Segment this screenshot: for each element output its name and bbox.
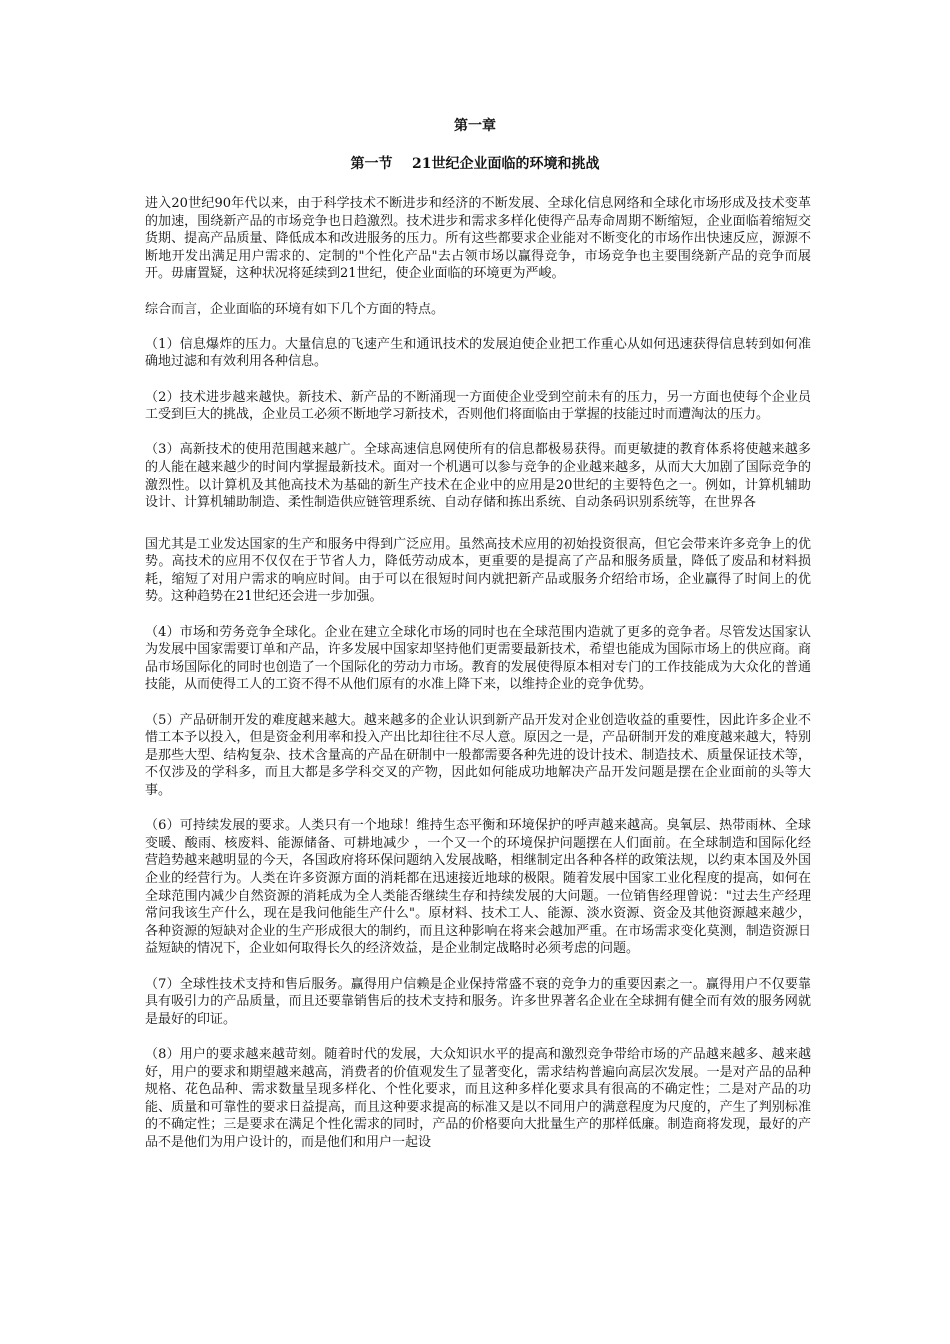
point-6-paragraph: （6）可持续发展的要求。人类只有一个地球！维持生态平衡和环境保护的呼声越来越高。臭氧层、热带雨林、全球变暖、酸雨、核废料、能源储备、可耕地减少 ，一个又一个的环境保护问题摆在人们面前。在全球制造和国际化经营趋势越来越明显的今天，各国政府将环保问题纳入发展战略，相继制定出各种各样的政策法规，以约束本国及外国企业的经营行为。人类在许多资源方面的消耗都在迅速接近地球的极限。随着发展中国家工业化程度的提高，如何在全球范围内减少自然资源的消耗成为全人类能否继续生存和持续发展的大问题。一位销售经理曾说："过去生产经理常问我该生产什么，现在是我问他能生产什么"。原材料、技术工人、能源、淡水资源、资金及其他资源越来越少，各种资源的短缺对企业的生产形成很大的制约，而且这种影响在将来会越加严重。在市场需求变化莫测，制造资源日益短缺的情况下，企业如何取得长久的经济效益，是企业制定战略时必须考虑的问题。 — [145, 818, 811, 957]
point-2-paragraph: （2）技术进步越来越快。新技术、新产品的不断涌现一方面使企业受到空前未有的压力，另一方面也使每个企业员工受到巨大的挑战，企业员工必须不断地学习新技术，否则他们将面临由于掌握的技能过时而遭淘汰的压力。 — [145, 389, 811, 423]
intro-paragraph: 进入20世纪90年代以来，由于科学技术不断进步和经济的不断发展、全球化信息网络和全球化市场形成及技术变革的加速，围绕新产品的市场竞争也日趋激烈。技术进步和需求多样化使得产品寿命周期不断缩短，企业面临着缩短交货期、提高产品质量、降低成本和改进服务的压力。所有这些都要求企业能对不断变化的市场作出快速反应，源源不断地开发出满足用户需求的、定制的"个性化产品"去占领市场以赢得竞争，市场竞争也主要围绕新产品的竞争而展开。毋庸置疑，这种状况将延续到21世纪，使企业面临的环境更为严峻。 — [145, 196, 811, 282]
section-title: 第一节 21世纪企业面临的环境和挑战 — [350, 156, 600, 172]
point-3-paragraph: （3）高新技术的使用范围越来越广。全球高速信息网使所有的信息都极易获得。而更敏捷的教育体系将使越来越多的人能在越来越少的时间内掌握最新技术。面对一个机遇可以参与竞争的企业越来越多，从而大大加剧了国际竞争的激烈性。以计算机及其他高技术为基础的新生产技术在企业中的应用是20世纪的主要特色之一。例如，计算机辅助设计、计算机辅助制造、柔性制造供应链管理系统、自动存储和拣出系统、自动条码识别系统等，在世界各 — [145, 442, 811, 511]
point-1-paragraph: （1）信息爆炸的压力。大量信息的飞速产生和通讯技术的发展迫使企业把工作重心从如何迅速获得信息转到如何准确地过滤和有效利用各种信息。 — [145, 336, 811, 370]
point-4-paragraph: （4）市场和劳务竞争全球化。企业在建立全球化市场的同时也在全球范围内造就了更多的竞争者。尽管发达国家认为发展中国家需要订单和产品，许多发展中国家却坚持他们更需要最新技术，希望也能成为国际市场上的供应商。商品市场国际化的同时也创造了一个国际化的劳动力市场。教育的发展使得原本相对专门的工作技能成为大众化的普通技能，从而使得工人的工资不得不从他们原有的水准上降下来，以维持企业的竞争优势。 — [145, 624, 811, 693]
document-body — [145, 195, 811, 1169]
point-7-paragraph: （7）全球性技术支持和售后服务。赢得用户信赖是企业保持常盛不衰的竞争力的重要因素之一。赢得用户不仅要靠具有吸引力的产品质量，而且还要靠销售后的技术支持和服务。许多世界著名企业在全球拥有健全而有效的服务网就是最好的印证。 — [145, 976, 811, 1027]
summary-paragraph: 综合而言，企业面临的环境有如下几个方面的特点。 — [145, 301, 445, 317]
point-8-paragraph: （8）用户的要求越来越苛刻。随着时代的发展，大众知识水平的提高和激烈竞争带给市场的产品越来越多、越来越好，用户的要求和期望越来越高，消费者的价值观发生了显著变化，需求结构普遍向高层次发展。一是对产品的品种规格、花色品种、需求数量呈现多样化、个性化要求，而且这种多样化要求具有很高的不确定性；二是对产品的功能、质量和可靠性的要求日益提高，而且这种要求提高的标准又是以不同用户的满意程度为尺度的，产生了判别标准的不确定性；三是要求在满足个性化需求的同时，产品的价格要向大批量生产的那样低廉。制造商将发现，最好的产品不是他们为用户设计的，而是他们和用户一起设 — [145, 1046, 811, 1150]
chapter-title: 第一章 — [454, 118, 496, 134]
point-5-paragraph: （5）产品研制开发的难度越来越大。越来越多的企业认识到新产品开发对企业创造收益的重要性，因此许多企业不惜工本予以投入，但是资金利用率和投入产出比却往往不尽人意。原因之一是，产品研制开发的难度越来越大，特别是那些大型、结构复杂、技术含量高的产品在研制中一般都需要各种先进的设计技术、制造技术、质量保证技术等，不仅涉及的学科多，而且大都是多学科交叉的产物，因此如何能成功地解决产品开发问题是摆在企业面前的头等大事。 — [145, 712, 811, 798]
point-3-continued-paragraph: 国尤其是工业发达国家的生产和服务中得到广泛应用。虽然高技术应用的初始投资很高，但它会带来许多竞争上的优势。高技术的应用不仅仅在于节省人力，降低劳动成本，更重要的是提高了产品和服务质量，降低了废品和材料损耗，缩短了对用户需求的响应时间。由于可以在很短时间内就把新产品或服务介绍给市场，企业赢得了时间上的优势。这种趋势在21世纪还会进一步加强。 — [145, 536, 811, 605]
